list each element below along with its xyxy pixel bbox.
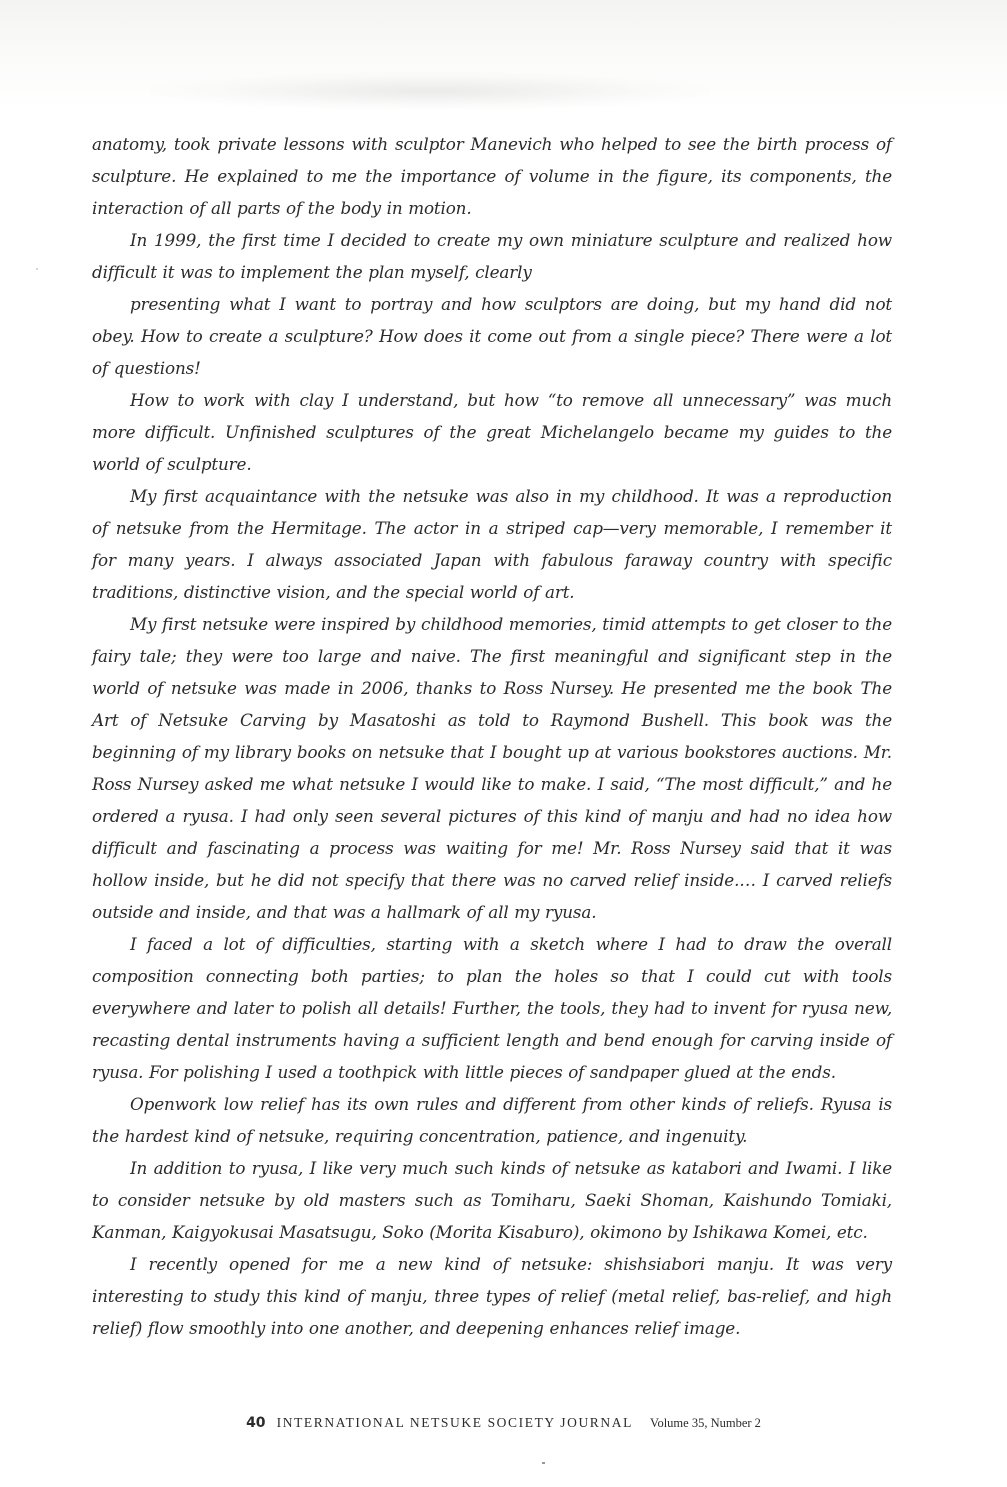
paragraph-anatomy: anatomy, took private lessons with sculptor Manevich who helped to see the birth process of sculpture. He explained to me the importance of volume in the figure, its components, the interaction of all parts of the body in motion. [92, 134, 892, 218]
article-body [92, 128, 892, 1344]
paragraph-openwork: Openwork low relief has its own rules and different from other kinds of reliefs. Ryusa is the hardest kind of netsuke, requiring concentration, patience, and ingenuity. [92, 1094, 892, 1146]
paragraph-1999: In 1999, the first time I decided to create my own miniature sculpture and realized how difficult it was to implement the plan myself, clearly [92, 230, 892, 282]
term-katabori: katabori [671, 1158, 742, 1178]
term-bas-relief: bas [727, 1286, 756, 1306]
text-run: I recently opened for me a new kind of netsuke: shishsiabori manju. It was very interesting to study this kind of manju, three types of relief (metal relief, [92, 1254, 892, 1306]
paragraph-first-netsuke [92, 608, 892, 928]
text-run: and had no idea how difficult and fascinating a process was waiting for me! Mr. Ross Nursey said that it was hollow inside, but he did not specify that there was no carved relief inside.… I carved reliefs outside and inside, and that was a hallmark of all my ryusa. [92, 806, 892, 922]
page-footer [0, 1412, 1007, 1431]
text-run: In addition to ryusa, I like very much such kinds of netsuke as [130, 1158, 672, 1178]
term-manju: manju [651, 806, 704, 826]
text-run: . I had only seen several pictures of this kind of [228, 806, 652, 826]
paragraph-shishsiabori [92, 1248, 892, 1344]
book-title: The Art of Netsuke Carving [92, 678, 892, 730]
journal-title: INTERNATIONAL NETSUKE SOCIETY JOURNAL [276, 1415, 633, 1430]
scan-speck [542, 1462, 545, 1464]
volume-info: Volume 35, Number 2 [650, 1416, 761, 1430]
paragraph-clay: How to work with clay I understand, but how “to remove all unnecessary” was much more difficult. Unfinished sculptures of the great Michelangelo became my guides to the world of sculpture. [92, 390, 892, 474]
paragraph-difficulties: I faced a lot of difficulties, starting with a sketch where I had to draw the overall composition connecting both parties; to plan the holes so that I could cut with tools everywhere and later to polish all details! Further, the tools, they had to invent for ryusa new, recasting dental instruments having a sufficient length and bend enough for carving inside of ryusa. For polishing I used a toothpick with little pieces of sandpaper glued at the ends. [92, 934, 892, 1082]
paragraph-other-kinds [92, 1152, 892, 1248]
term-ryusa: ryusa [182, 806, 229, 826]
text-run: My first netsuke were inspired by childhood memories, timid attempts to get closer to the fairy tale; they were too large and naive. The first meaningful and significant step in the world of netsuke was made in 2006, thanks to Ross Nursey. He presented me the book [92, 614, 892, 698]
paragraph-presenting: presenting what I want to portray and how sculptors are doing, but my hand did not obey. How to create a sculpture? How does it come out from a single piece? There were a lot of questions! [92, 294, 892, 378]
text-run: and Iwami. I like to consider netsuke by old masters such as Tomiharu, Saeki Shoman, Kaishundo Tomiaki, Kanman, Kaigyokusai Masatsugu, Soko (Morita Kisaburo), okimono by Ishikawa Komei, etc. [92, 1158, 892, 1242]
text-run: -relief, and high relief) flow smoothly into one another, and deepening enhances relief image. [92, 1286, 892, 1338]
text-run: by Masatoshi as told to Raymond Bushell. This book was the beginning of my library books on netsuke that I bought up at various bookstores auctions. Mr. Ross Nursey asked me what netsuke I would like to make. I said, “The most difficult,” and he ordered a [92, 710, 892, 826]
scan-speck [36, 268, 38, 270]
page-number: 40 [246, 1415, 266, 1431]
bleed-through-shadow [150, 72, 710, 110]
paragraph-first-acquaintance: My first acquaintance with the netsuke was also in my childhood. It was a reproduction of netsuke from the Hermitage. The actor in a striped cap—very memorable, I remember it for many years. I always associated Japan with fabulous faraway country with specific traditions, distinctive vision, and the special world of art. [92, 486, 892, 602]
